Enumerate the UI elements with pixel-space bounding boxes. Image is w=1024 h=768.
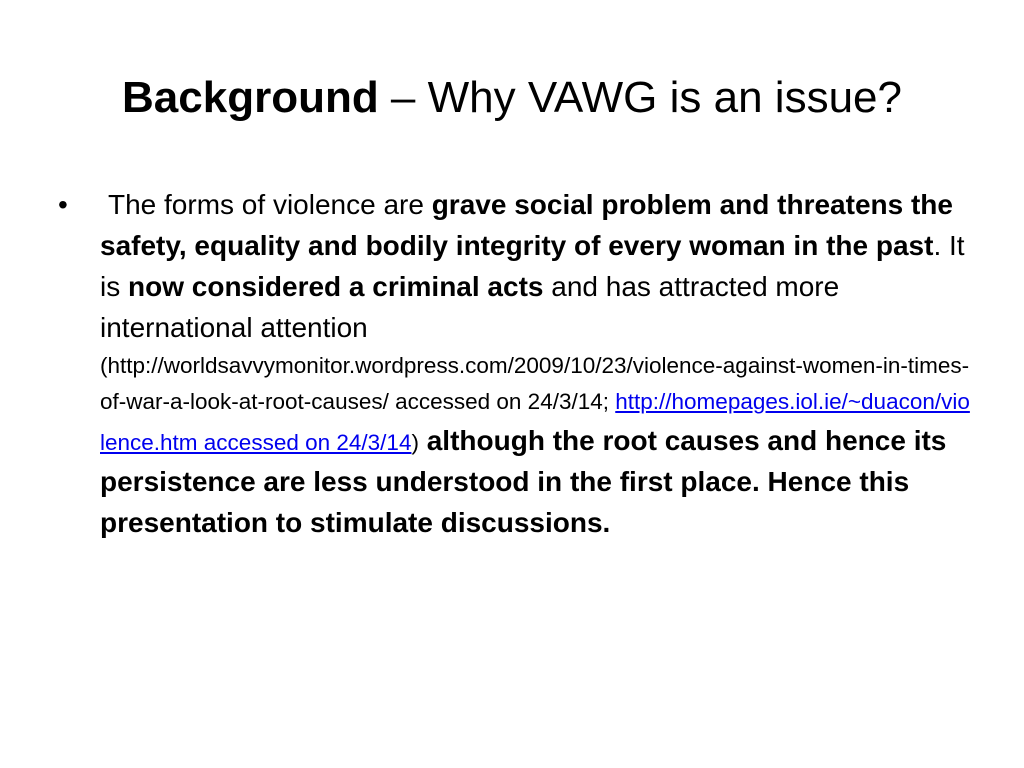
bullet-paragraph (100, 184, 970, 543)
text-3: and has attracted more international attention (100, 271, 840, 343)
title-rest: – Why VAWG is an issue? (378, 73, 902, 122)
title-bold: Background (122, 73, 379, 122)
text-intro: The forms of violence are (108, 189, 432, 220)
source-link[interactable]: http://homepages.iol.ie/~duacon/violence.htm accessed on 24/3/14 (100, 389, 970, 455)
source-citation (100, 348, 970, 543)
text-bold-1: grave social problem and threatens the safety, equality and bodily integrity of every woman in the past (100, 189, 953, 261)
bullet-item (50, 184, 970, 543)
text-bold-3: although the root causes and hence its persistence are less understood in the first place. Hence this presentation to stimulate discussions. (100, 425, 947, 538)
text-2: . It is (100, 230, 965, 302)
text-bold-2: now considered a criminal acts (128, 271, 544, 302)
slide-body (50, 184, 970, 543)
bullet-dot: • (58, 189, 68, 220)
slide-title (40, 70, 984, 126)
source-text: (http://worldsavvymonitor.wordpress.com/2009/10/23/violence-against-women-in-times-of-war-a-look-at-root-causes/ accessed on 24/3/14; (100, 353, 970, 414)
source-close: ) (411, 430, 419, 455)
